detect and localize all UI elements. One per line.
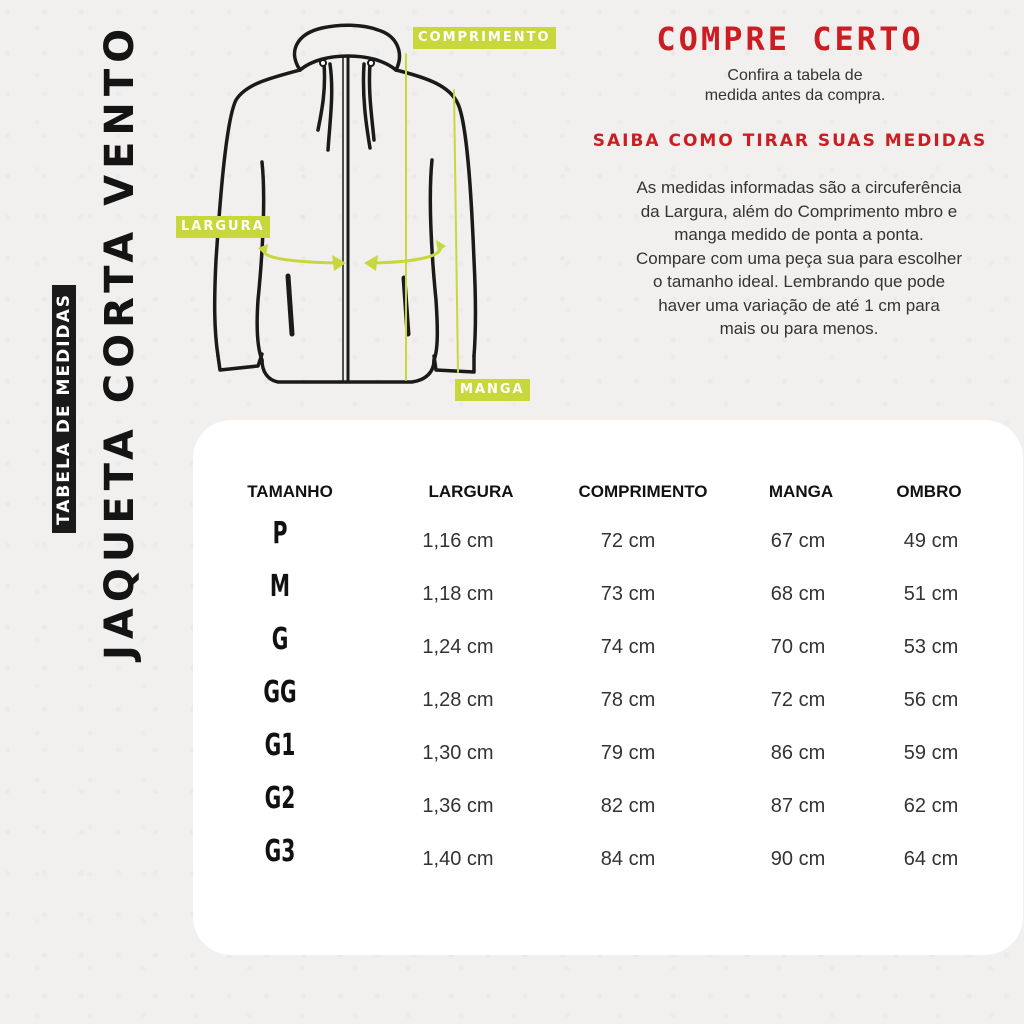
instruction-line: haver uma variação de até 1 cm para — [658, 295, 940, 315]
size-label: G1 — [264, 728, 296, 763]
ombro-value: 64 cm — [903, 848, 959, 870]
size-label: G3 — [264, 834, 296, 869]
largura-value: 1,24 cm — [422, 636, 494, 658]
confira-line: medida antes da compra. — [704, 87, 886, 104]
size-chart-label: TABELA DE MEDIDAS — [52, 285, 76, 533]
instruction-line: o tamanho ideal. Lembrando que pode — [652, 272, 946, 291]
comprimento-label: COMPRIMENTO — [413, 27, 556, 49]
instruction-line: mais ou para menos. — [719, 319, 879, 338]
largura-value: 1,40 cm — [422, 848, 494, 870]
manga-value: 90 cm — [770, 848, 826, 870]
ombro-value: 49 cm — [903, 530, 959, 552]
ombro-value: 53 cm — [903, 636, 959, 658]
size-label: GG — [263, 675, 297, 710]
comprimento-value: 79 cm — [600, 742, 656, 764]
instruction-line: Compare com uma peça sua para escolher — [636, 248, 962, 268]
size-label: G2 — [264, 781, 296, 816]
header-manga: MANGA — [768, 482, 834, 501]
manga-value: 87 cm — [770, 795, 826, 817]
instruction-line: As medidas informadas são a circuferência — [636, 178, 962, 197]
manga-value: 86 cm — [770, 742, 826, 764]
ombro-value: 56 cm — [903, 689, 959, 711]
largura-value: 1,16 cm — [422, 530, 494, 552]
confira-line: Confira a tabela de — [727, 67, 863, 84]
comprimento-value: 84 cm — [600, 848, 656, 870]
largura-value: 1,18 cm — [422, 583, 494, 605]
manga-value: 67 cm — [770, 530, 826, 552]
jacket-diagram — [200, 20, 530, 400]
comprimento-value: 74 cm — [600, 636, 656, 658]
ombro-value: 59 cm — [903, 742, 959, 764]
manga-value: 70 cm — [770, 636, 826, 658]
header-largura: LARGURA — [428, 482, 514, 501]
instruction-line: manga medido de ponta a ponta. — [674, 225, 924, 244]
manga-value: 72 cm — [770, 689, 826, 711]
instruction-line: da Largura, além do Comprimento mbro e — [640, 201, 958, 221]
product-title: JAQUETA CORTA VENTO — [97, 22, 143, 660]
header-ombro: OMBRO — [896, 482, 962, 501]
header-comprimento: COMPRIMENTO — [578, 482, 708, 501]
comprimento-value: 78 cm — [600, 689, 656, 711]
largura-value: 1,28 cm — [422, 689, 494, 711]
size-label: G — [271, 622, 289, 657]
manga-label: MANGA — [455, 379, 530, 401]
confira-text — [660, 66, 930, 106]
comprimento-value: 73 cm — [600, 583, 656, 605]
largura-value: 1,36 cm — [422, 795, 494, 817]
comprimento-value: 82 cm — [600, 795, 656, 817]
size-label: M — [269, 569, 291, 604]
header-tamanho: TAMANHO — [247, 482, 333, 501]
how-to-measure-heading: SAIBA COMO TIRAR SUAS MEDIDAS — [592, 131, 988, 151]
comprimento-value: 72 cm — [600, 530, 656, 552]
ombro-value: 51 cm — [903, 583, 959, 605]
ombro-value: 62 cm — [903, 795, 959, 817]
compre-certo-heading: COMPRE CERTO — [656, 20, 924, 58]
largura-label: LARGURA — [176, 216, 270, 238]
size-label: P — [272, 516, 288, 551]
largura-value: 1,30 cm — [422, 742, 494, 764]
manga-value: 68 cm — [770, 583, 826, 605]
instructions-text — [596, 176, 1002, 341]
